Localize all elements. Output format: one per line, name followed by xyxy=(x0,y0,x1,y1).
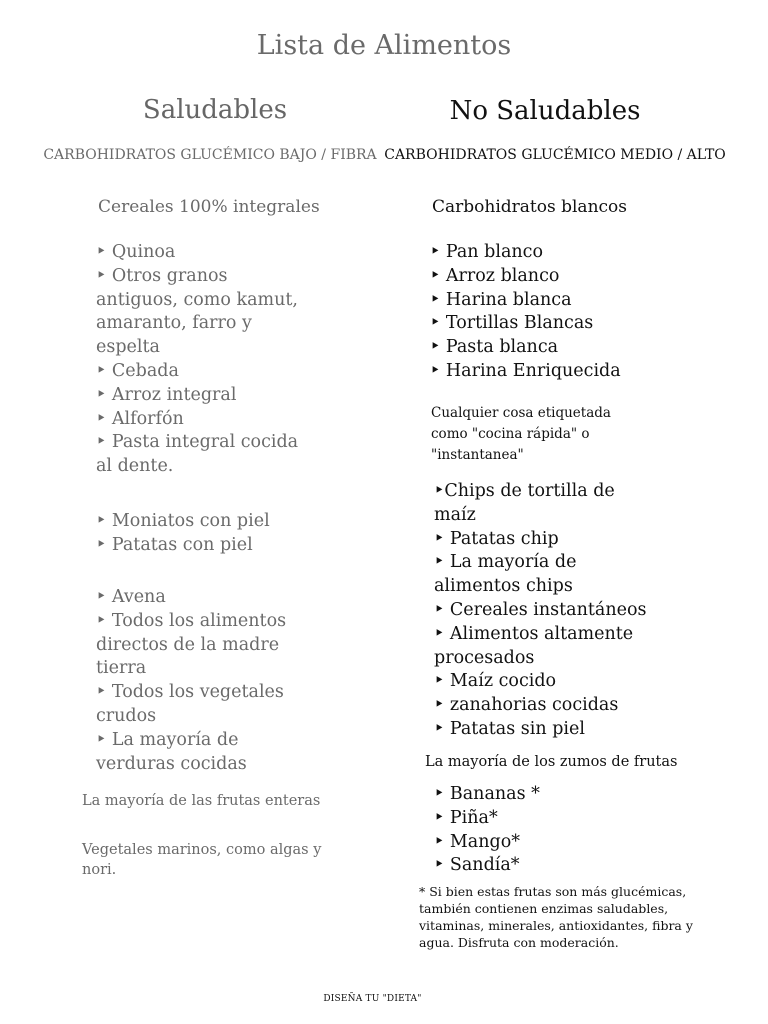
list-item: ‣ Pasta blanca xyxy=(430,337,559,358)
list-item: ‣ Harina blanca xyxy=(430,289,572,310)
white-carbs-list xyxy=(430,241,690,384)
fruit-juice-note: La mayoría de los zumos de frutas xyxy=(425,754,678,770)
list-item: ‣ Piña* xyxy=(434,807,498,828)
fast-food-note: Cualquier cosa etiquetada como "cocina rápida" o "instantanea" xyxy=(431,405,611,463)
list-item: ‣ Quinoa xyxy=(96,242,176,262)
list-item: ‣ Sandía* xyxy=(434,855,520,876)
list-item: ‣ Avena xyxy=(96,587,166,607)
list-item: ‣ Harina Enriquecida xyxy=(430,360,621,381)
footer-text: DISEÑA TU "DIETA" xyxy=(323,994,422,1004)
list-item: ‣ Patatas sin piel xyxy=(434,718,585,739)
whole-grains-title: Cereales 100% integrales xyxy=(98,197,320,217)
healthy-subheading: CARBOHIDRATOS GLUCÉMICO BAJO / FIBRA xyxy=(43,147,377,163)
list-item: ‣ Cereales instantáneos xyxy=(434,599,647,620)
unhealthy-heading: No Saludables xyxy=(449,96,641,126)
earth-list xyxy=(96,586,296,776)
list-item: ‣ Patatas con piel xyxy=(96,534,253,555)
list-item: ‣ Cebada xyxy=(96,360,179,381)
list-item: ‣ Bananas * xyxy=(434,784,540,804)
tubers-list xyxy=(96,510,311,558)
healthy-heading: Saludables xyxy=(142,95,288,125)
list-item: ‣ Moniatos con piel xyxy=(96,511,270,531)
list-item: ‣ Mango* xyxy=(434,831,520,852)
list-item: ‣ Tortillas Blancas xyxy=(430,313,594,334)
page-title: Lista de Alimentos xyxy=(256,30,512,61)
fruits-footnote: * Si bien estas frutas son más glucémicas, también contienen enzimas saludables, vitaminas, minerales, antioxidantes, fibra y agua. Disfruta con moderación. xyxy=(419,884,693,950)
list-item: ‣ Alforfón xyxy=(96,408,184,429)
list-item: ‣ Maíz cocido xyxy=(434,671,557,692)
list-item: ‣ Alimentos altamente procesados xyxy=(434,623,634,668)
processed-list xyxy=(434,480,656,742)
list-item: ‣ Pan blanco xyxy=(430,242,543,262)
list-item: ‣ Todos los vegetales crudos xyxy=(96,682,284,726)
sea-vegetables-note: Vegetales marinos, como algas y nori. xyxy=(82,842,322,878)
list-item: ‣ Arroz blanco xyxy=(430,265,560,286)
list-item: ‣ zanahorias cocidas xyxy=(434,695,619,716)
glycemic-fruits-list xyxy=(434,783,634,878)
whole-fruits-note: La mayoría de las frutas enteras xyxy=(82,793,321,809)
list-item: ‣ La mayoría de verduras cocidas xyxy=(96,729,247,774)
list-item: ‣ La mayoría de alimentos chips xyxy=(434,552,577,597)
grains-list xyxy=(96,241,311,479)
list-item: ‣ Otros granos antiguos, como kamut, amaranto, farro y espelta xyxy=(96,265,298,358)
unhealthy-subheading: CARBOHIDRATOS GLUCÉMICO MEDIO / ALTO xyxy=(384,147,726,163)
white-carbs-title: Carbohidratos blancos xyxy=(432,197,627,217)
list-item: ‣ Todos los alimentos directos de la madre tierra xyxy=(96,610,287,679)
list-item: ‣ Arroz integral xyxy=(96,384,237,405)
list-item: ‣ Pasta integral cocida al dente. xyxy=(96,432,299,477)
list-item: ‣ Patatas chip xyxy=(434,528,559,549)
list-item: ‣Chips de tortilla de maíz xyxy=(434,481,615,525)
